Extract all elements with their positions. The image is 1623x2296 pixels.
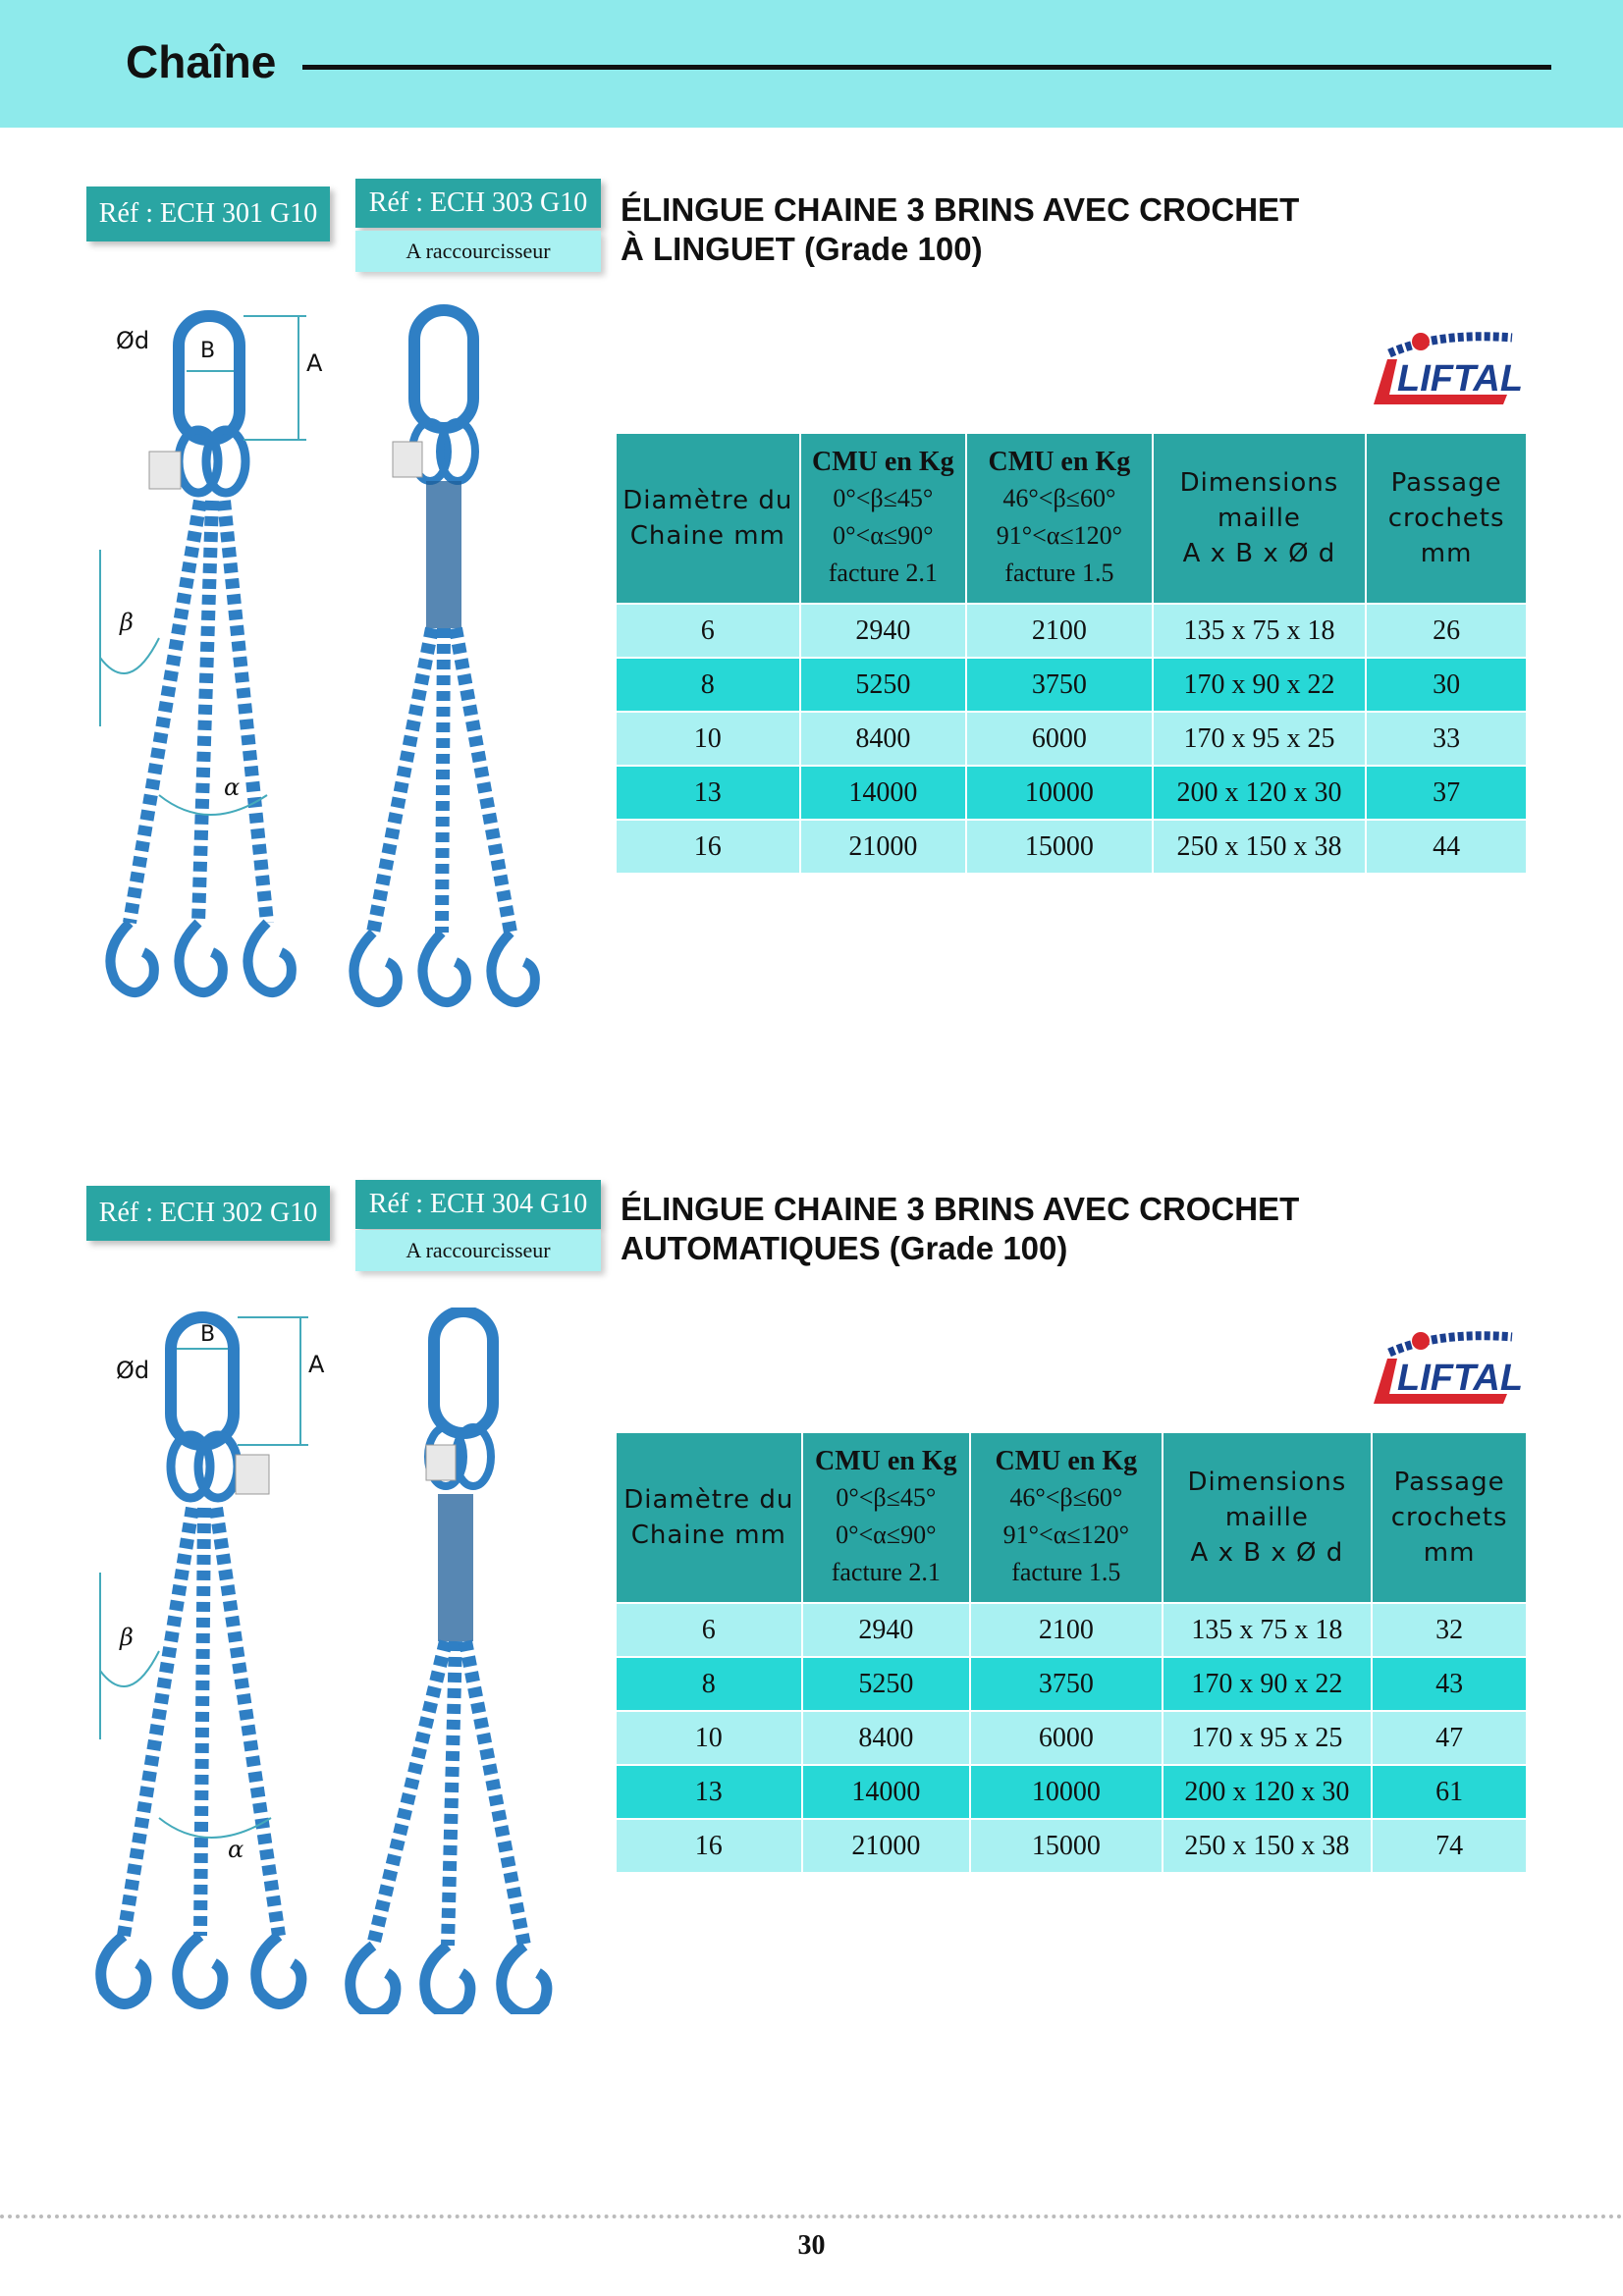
cell-diameter: 16 xyxy=(616,1819,802,1873)
cell-cmu-60: 3750 xyxy=(970,1657,1163,1711)
ref-secondary-sub: A raccourcisseur xyxy=(355,231,601,272)
chain-leg-middle xyxy=(198,501,212,923)
cell-dimensions: 170 x 95 x 25 xyxy=(1163,1711,1373,1765)
spec-table xyxy=(615,1431,1528,1874)
chain-leg-left xyxy=(373,628,432,933)
label-b: B xyxy=(200,1322,216,1347)
table-row xyxy=(616,820,1527,874)
cell-cmu-45: 2940 xyxy=(800,604,967,658)
cell-passage: 47 xyxy=(1372,1711,1527,1765)
table-row xyxy=(616,1657,1527,1711)
product-section-1 xyxy=(0,0,1623,982)
label-alpha: α xyxy=(228,1836,244,1863)
cell-diameter: 6 xyxy=(616,604,800,658)
cell-cmu-60: 15000 xyxy=(966,820,1153,874)
footer-divider xyxy=(0,2215,1623,2218)
liftal-logo xyxy=(1360,324,1527,412)
hook-left-icon xyxy=(353,933,397,1002)
cell-passage: 44 xyxy=(1366,820,1527,874)
tag-plate xyxy=(149,452,181,489)
cell-cmu-45: 2940 xyxy=(802,1603,971,1657)
cell-dimensions: 200 x 120 x 30 xyxy=(1153,766,1367,820)
cell-cmu-45: 8400 xyxy=(802,1711,971,1765)
table-header-row xyxy=(616,1432,1527,1603)
section-title-line2: AUTOMATIQUES (Grade 100) xyxy=(621,1230,1068,1266)
product-section-2 xyxy=(0,1003,1623,1985)
header-cmu-45: CMU en Kg 0°<β≤45° 0°<α≤90° facture 2.1 xyxy=(802,1432,971,1603)
cell-diameter: 8 xyxy=(616,658,800,712)
cell-cmu-60: 6000 xyxy=(966,712,1153,766)
cell-passage: 37 xyxy=(1366,766,1527,820)
header-dimensions: Dimensions maille A x B x Ø d xyxy=(1153,433,1367,604)
ref-primary-badge: Réf : ECH 301 G10 xyxy=(86,187,330,241)
shortener-cluster xyxy=(438,1494,473,1641)
tag-plate xyxy=(426,1445,456,1480)
chain-leg-right xyxy=(216,1508,279,1936)
cell-dimensions: 170 x 90 x 22 xyxy=(1163,1657,1373,1711)
cell-diameter: 16 xyxy=(616,820,800,874)
cell-dimensions: 250 x 150 x 38 xyxy=(1163,1819,1373,1873)
cell-passage: 61 xyxy=(1372,1765,1527,1819)
section-title xyxy=(621,1190,1299,1268)
cell-passage: 43 xyxy=(1372,1657,1527,1711)
cell-cmu-45: 14000 xyxy=(800,766,967,820)
section-title xyxy=(621,190,1299,269)
hook-left-icon xyxy=(101,1936,146,2004)
header-cmu-60: CMU en Kg 46°<β≤60° 91°<α≤120° facture 1.5 xyxy=(970,1432,1163,1603)
chain-leg-left xyxy=(130,501,200,923)
hook-left-icon xyxy=(351,1946,396,2014)
tag-plate xyxy=(393,442,422,477)
tag-plate xyxy=(236,1455,269,1494)
logo-rope xyxy=(1389,337,1512,353)
master-link xyxy=(434,1311,493,1433)
cell-cmu-60: 10000 xyxy=(966,766,1153,820)
cell-cmu-45: 5250 xyxy=(802,1657,971,1711)
cell-cmu-60: 2100 xyxy=(966,604,1153,658)
master-link xyxy=(414,310,473,428)
cell-cmu-60: 3750 xyxy=(966,658,1153,712)
cell-dimensions: 135 x 75 x 18 xyxy=(1153,604,1367,658)
chain-leg-left xyxy=(373,1641,446,1946)
ref-primary-badge: Réf : ECH 302 G10 xyxy=(86,1186,330,1241)
logo-rope xyxy=(1389,1336,1512,1353)
hook-right-icon xyxy=(247,923,291,992)
cell-cmu-60: 15000 xyxy=(970,1819,1163,1873)
cell-cmu-60: 10000 xyxy=(970,1765,1163,1819)
label-a: A xyxy=(308,1351,325,1378)
header-passage: Passage crochets mm xyxy=(1372,1432,1527,1603)
chain-leg-middle xyxy=(200,1508,204,1936)
header-cmu-45: CMU en Kg 0°<β≤45° 0°<α≤90° facture 2.1 xyxy=(800,433,967,604)
cell-passage: 26 xyxy=(1366,604,1527,658)
cell-passage: 33 xyxy=(1366,712,1527,766)
cell-dimensions: 200 x 120 x 30 xyxy=(1163,1765,1373,1819)
cell-cmu-45: 14000 xyxy=(802,1765,971,1819)
liftal-logo xyxy=(1360,1323,1527,1412)
cell-passage: 74 xyxy=(1372,1819,1527,1873)
spec-table xyxy=(615,432,1528,875)
cell-dimensions: 170 x 95 x 25 xyxy=(1153,712,1367,766)
sling-diagram-shortener xyxy=(344,1308,589,2014)
angle-beta-arc xyxy=(100,1651,159,1686)
table-row xyxy=(616,604,1527,658)
cell-diameter: 13 xyxy=(616,1765,802,1819)
cell-dimensions: 250 x 150 x 38 xyxy=(1153,820,1367,874)
cell-passage: 32 xyxy=(1372,1603,1527,1657)
ref-secondary-badge: Réf : ECH 304 G10 xyxy=(355,1180,601,1229)
table-row xyxy=(616,1765,1527,1819)
chain-leg-middle xyxy=(442,628,444,933)
sling-diagram-shortener xyxy=(344,304,589,1011)
cell-dimensions: 170 x 90 x 22 xyxy=(1153,658,1367,712)
section-title-line2: À LINGUET (Grade 100) xyxy=(621,231,983,267)
hook-middle-icon xyxy=(178,1936,223,2004)
label-b: B xyxy=(200,339,216,363)
header-diameter: Diamètre du Chaine mm xyxy=(616,433,800,604)
label-d: Ød xyxy=(116,327,150,354)
hook-right-icon xyxy=(491,933,534,1002)
hook-right-icon xyxy=(256,1936,301,2004)
chain-leg-right xyxy=(224,501,267,923)
table-row xyxy=(616,766,1527,820)
table-row xyxy=(616,658,1527,712)
logo-hook-icon xyxy=(1412,333,1430,350)
cell-cmu-60: 2100 xyxy=(970,1603,1163,1657)
cell-passage: 30 xyxy=(1366,658,1527,712)
page-number: 30 xyxy=(797,2230,826,2261)
chain-leg-right xyxy=(456,628,511,933)
sling-diagram-standard xyxy=(90,304,326,1011)
cell-cmu-45: 5250 xyxy=(800,658,967,712)
hook-middle-icon xyxy=(179,923,222,992)
label-beta: β xyxy=(120,609,134,636)
header-passage: Passage crochets mm xyxy=(1366,433,1527,604)
hook-middle-icon xyxy=(422,933,465,1002)
angle-alpha-arc xyxy=(159,1818,271,1838)
hook-middle-icon xyxy=(425,1946,470,2014)
chain-leg-left xyxy=(124,1508,192,1936)
cell-diameter: 6 xyxy=(616,1603,802,1657)
sling-diagram-standard xyxy=(90,1308,326,2014)
logo-text: LIFTAL xyxy=(1397,1358,1524,1399)
header-diameter: Diamètre du Chaine mm xyxy=(616,1432,802,1603)
chain-leg-middle xyxy=(448,1641,456,1946)
section-title-line1: ÉLINGUE CHAINE 3 BRINS AVEC CROCHET xyxy=(621,191,1300,228)
label-a: A xyxy=(306,349,323,377)
master-link xyxy=(179,316,240,440)
header-cmu-60: CMU en Kg 46°<β≤60° 91°<α≤120° facture 1.5 xyxy=(966,433,1153,604)
chain-leg-right xyxy=(465,1641,524,1946)
table-row xyxy=(616,1603,1527,1657)
cell-cmu-60: 6000 xyxy=(970,1711,1163,1765)
table-row xyxy=(616,1819,1527,1873)
label-alpha: α xyxy=(224,774,241,801)
cell-cmu-45: 21000 xyxy=(802,1819,971,1873)
angle-beta-arc xyxy=(100,638,159,673)
cell-dimensions: 135 x 75 x 18 xyxy=(1163,1603,1373,1657)
ref-secondary-sub: A raccourcisseur xyxy=(355,1230,601,1271)
hook-left-icon xyxy=(110,923,153,992)
cell-diameter: 10 xyxy=(616,1711,802,1765)
logo-hook-icon xyxy=(1412,1332,1430,1350)
hook-right-icon xyxy=(502,1946,547,2014)
label-d: Ød xyxy=(116,1357,150,1384)
table-header-row xyxy=(616,433,1527,604)
page-title: Chaîne xyxy=(126,36,277,87)
table-row xyxy=(616,1711,1527,1765)
cell-diameter: 8 xyxy=(616,1657,802,1711)
section-title-line1: ÉLINGUE CHAINE 3 BRINS AVEC CROCHET xyxy=(621,1191,1300,1227)
logo-text: LIFTAL xyxy=(1397,358,1524,400)
header-dimensions: Dimensions maille A x B x Ø d xyxy=(1163,1432,1373,1603)
label-beta: β xyxy=(120,1624,134,1651)
shortener-cluster xyxy=(426,481,461,628)
ref-secondary-badge: Réf : ECH 303 G10 xyxy=(355,179,601,228)
table-row xyxy=(616,712,1527,766)
cell-diameter: 13 xyxy=(616,766,800,820)
cell-diameter: 10 xyxy=(616,712,800,766)
cell-cmu-45: 8400 xyxy=(800,712,967,766)
cell-cmu-45: 21000 xyxy=(800,820,967,874)
